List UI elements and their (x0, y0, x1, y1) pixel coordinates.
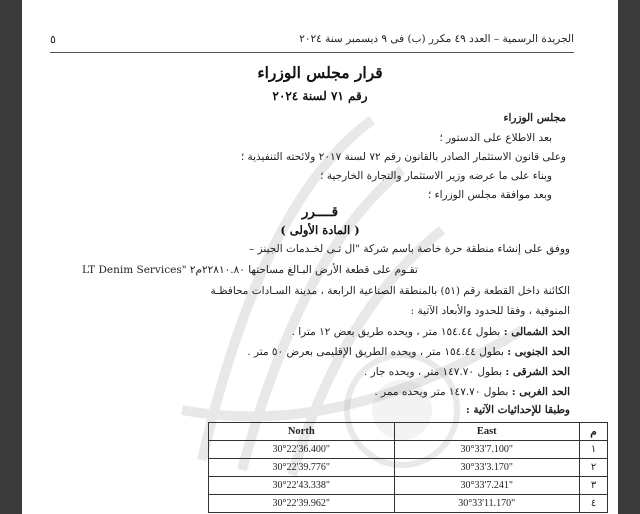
boundary-label: الحد الشرقى : (505, 366, 570, 378)
cell-east: 30°33'7.241" (394, 477, 580, 495)
boundary-east (364, 366, 570, 378)
body-line: الكائنة داخل القطعة رقم (٥١) بالمنطقة الصناعية الرابعة ، مدينة السـادات محافظـة (210, 285, 570, 297)
table-header-row (209, 423, 608, 441)
cell-index: ٤ (580, 495, 608, 513)
page-number: ٥ (50, 33, 56, 46)
issuer-heading: مجلس الوزراء (503, 112, 566, 124)
boundary-text: بطول ١٥٤.٤٤ متر ، ويحده طريق بعض ١٢ مترا . (291, 326, 501, 338)
table-row (209, 441, 608, 459)
cell-index: ٣ (580, 477, 608, 495)
boundary-north (292, 326, 570, 338)
header-index: م (580, 423, 608, 441)
boundary-text: بطول ١٤٧.٧٠ متر ويحده ممر . (374, 386, 509, 398)
cell-north: 30°22'36.400" (209, 441, 395, 459)
viewer-right-margin (618, 0, 640, 514)
boundary-label: الحد الشمالى : (503, 326, 570, 338)
cell-index: ٢ (580, 459, 608, 477)
document-subtitle: رقم ٧١ لسنة ٢٠٢٤ (272, 89, 368, 103)
boundary-text: بطول ١٥٤.٤٤ متر ، ويحده الطريق الإقليمى بعرض ٥٠ متر . (247, 346, 504, 358)
boundary-text: بطول ١٤٧.٧٠ متر ، ويحده جار . (363, 366, 503, 378)
cell-east: 30°33'7.100" (394, 441, 580, 459)
preamble-line: بعد الاطلاع على الدستور ؛ (439, 132, 552, 144)
cell-index: ١ (580, 441, 608, 459)
boundary-label: الحد الجنوبى : (507, 346, 570, 358)
body-line: ووفق على إنشاء منطقة حرة خاصة باسم شركة "ال تـى لخـدمات الجينز – (249, 243, 570, 255)
cell-north: 30°22'43.338" (209, 477, 395, 495)
document-title: قرار مجلس الوزراء (257, 63, 383, 82)
boundary-west (374, 386, 570, 398)
viewer-left-margin (0, 0, 22, 514)
cell-east: 30°33'3.170" (394, 459, 580, 477)
preamble-line: وبعد موافقة مجلس الوزراء ؛ (428, 189, 552, 201)
header-divider (50, 52, 574, 53)
cell-north: 30°22'39.962" (209, 495, 395, 513)
document-page (22, 0, 618, 514)
header-east: East (394, 423, 580, 441)
table-row (209, 495, 608, 513)
body-line: المنوفية ، وفقا للحدود والأبعاد الآتية : (410, 305, 570, 317)
body-line: LT Denim Services" تقـوم على قطعة الأرض البـالغ مساحتها ٢٢٨١٠.٨٠م٢ (82, 264, 418, 276)
cell-north: 30°22'39.776" (209, 459, 395, 477)
coords-heading: وطبقا للإحداثيات الآتية : (465, 404, 570, 416)
article-heading: ( المادة الأولى ) (280, 223, 360, 237)
table-row (209, 477, 608, 495)
preamble-line: وعلى قانون الاستثمار الصادر بالقانون رقم ٧٢ لسنة ٢٠١٧ ولائحته التنفيذية ؛ (240, 151, 566, 163)
header-north: North (209, 423, 395, 441)
page-header (50, 33, 574, 51)
boundary-south (247, 346, 570, 358)
preamble-line: وبناء على ما عرضه وزير الاستثمار والتجارة الخارجية ؛ (320, 170, 552, 182)
decree-heading: قــــرر (301, 204, 339, 220)
boundary-label: الحد الغربى : (511, 386, 570, 398)
cell-east: 30°33'11.170" (394, 495, 580, 513)
table-row (209, 459, 608, 477)
header-text: الجريدة الرسمية – العدد ٤٩ مكرر (ب) فى ٩ ديسمبر سنة ٢٠٢٤ (299, 33, 574, 45)
coordinates-table (208, 422, 608, 513)
